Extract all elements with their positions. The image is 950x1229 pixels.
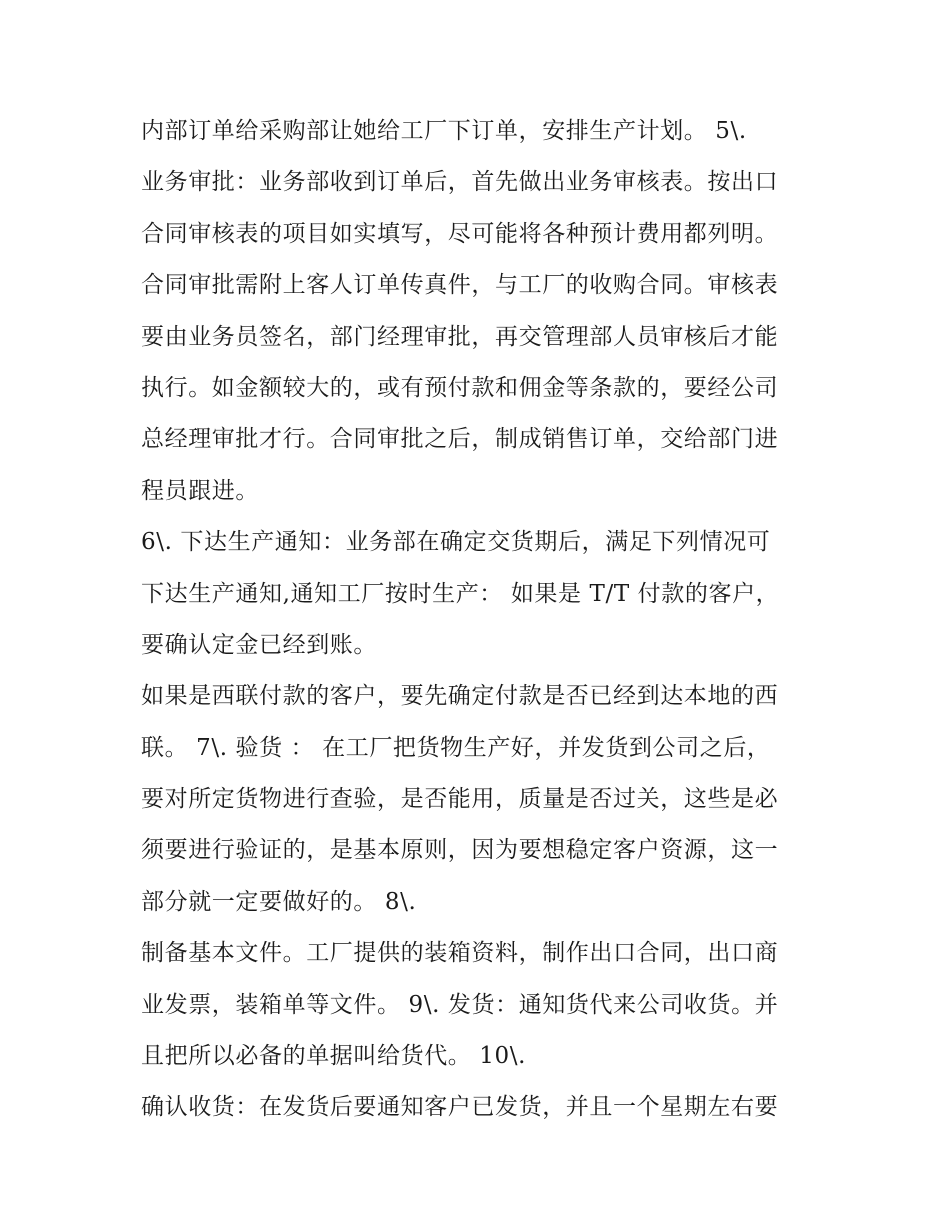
text-line: 要对所定货物进行查验，是否能用，质量是否过关，这些是必	[141, 786, 779, 813]
text-line: 总经理审批才行。合同审批之后，制成销售订单，交给部门进	[141, 426, 779, 453]
text-line: 如果是西联付款的客户，要先确定付款是否已经到达本地的西	[141, 683, 779, 710]
text-line: 合同审核表的项目如实填写，尽可能将各种预计费用都列明。	[141, 220, 779, 247]
text-line: 联。 7\. 验货 ： 在工厂把货物生产好，并发货到公司之后，	[141, 734, 771, 761]
text-line: 要确认定金已经到账。	[141, 631, 377, 658]
text-line: 下达生产通知,通知工厂按时生产： 如果是 T/T 付款的客户，	[141, 580, 780, 607]
text-line: 业务审批：业务部收到订单后，首先做出业务审核表。按出口	[141, 169, 779, 196]
text-line: 执行。如金额较大的，或有预付款和佣金等条款的，要经公司	[141, 374, 779, 401]
text-line: 业发票，装箱单等文件。 9\. 发货：通知货代来公司收货。并	[141, 991, 779, 1018]
text-line: 内部订单给采购部让她给工厂下订单，安排生产计划。 5\.	[141, 118, 747, 144]
text-line: 须要进行验证的，是基本原则，因为要想稳定客户资源，这一	[141, 837, 779, 864]
text-line: 且把所以必备的单据叫给货代。 10\.	[141, 1043, 527, 1070]
text-line: 6\. 下达生产通知：业务部在确定交货期后，满足下列情况可	[141, 529, 771, 556]
text-line: 部分就一定要做好的。 8\.	[141, 888, 417, 915]
text-line: 程员跟进。	[141, 477, 259, 504]
text-line: 制备基本文件。工厂提供的装箱资料，制作出口合同，出口商	[141, 940, 779, 967]
text-line: 合同审批需附上客人订单传真件，与工厂的收购合同。审核表	[141, 272, 779, 299]
text-line: 确认收货：在发货后要通知客户已发货，并且一个星期左右要	[141, 1094, 779, 1121]
text-line: 要由业务员签名，部门经理审批，再交管理部人员审核后才能	[141, 323, 779, 350]
document-body	[141, 106, 831, 1134]
